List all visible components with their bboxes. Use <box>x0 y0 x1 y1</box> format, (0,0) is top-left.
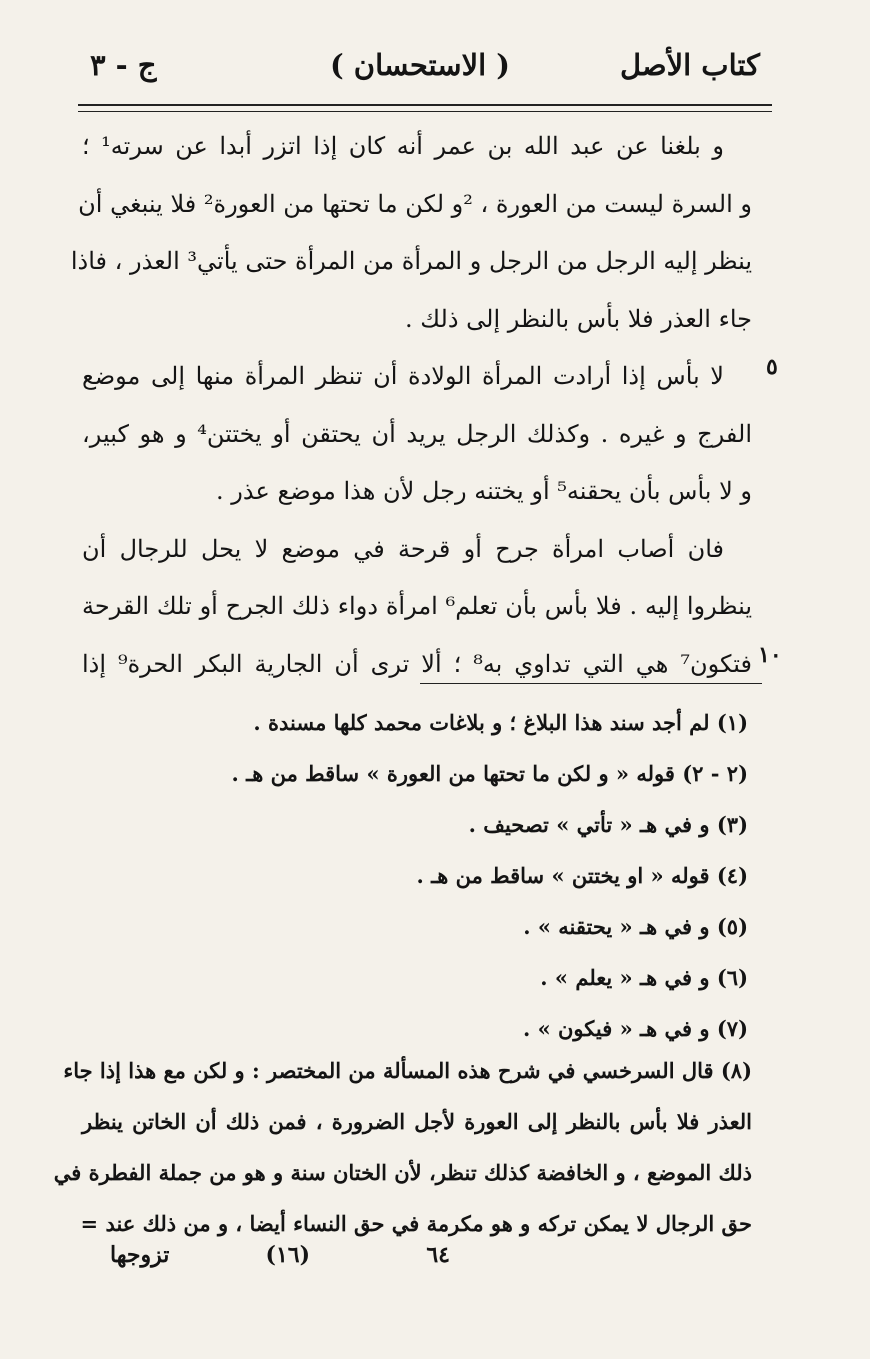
footnote: (٧) و في هـ « فيكون » . <box>522 1016 748 1041</box>
footnote-8 <box>53 1045 752 1249</box>
footnote-line: ذلك الموضع ، و الخافضة كذلك تنظر، لأن الختان سنة و هو من جملة الفطرة في <box>53 1160 752 1185</box>
text-line: و بلغنا عن عبد الله بن عمر أنه كان إذا اتزر أبدا عن سرته¹ ؛ <box>82 132 724 160</box>
header-rule-thick <box>78 104 772 106</box>
footnote: (١) لم أجد سند هذا البلاغ ؛ و بلاغات محمد كلها مسندة . <box>253 710 748 735</box>
footnote: (٣) و في هـ « تأتي » تصحيف . <box>468 812 748 837</box>
volume-number: ج - ٣ <box>90 48 157 82</box>
text-line: فان أصاب امرأة جرح أو قرحة في موضع لا يحل للرجال أن <box>82 534 724 563</box>
footnote: (٦) و في هـ « يعلم » . <box>540 965 748 990</box>
text-line: و السرة ليست من العورة ، ²و لكن ما تحتها من العورة² فلا ينبغي أن <box>78 189 752 218</box>
page-number: ٦٤ <box>426 1242 450 1268</box>
main-text <box>70 118 752 693</box>
line-number-5: ٥ <box>766 354 778 380</box>
text-line: ينظر إليه الرجل من الرجل و المرأة من المرأة حتى يأتي³ العذر ، فاذا <box>70 247 752 275</box>
text-line: فتكون⁷ هي التي تداوي به⁸ ؛ ألا ترى أن الجارية البكر الحرة⁹ إذا <box>82 649 752 678</box>
footnote: (٥) و في هـ « يحتقنه » . <box>523 914 748 939</box>
footnote: (٤) قوله « او يختتن » ساقط من هـ . <box>416 863 748 888</box>
header-rule-thin <box>78 111 772 112</box>
text-line: ينظروا إليه . فلا بأس بأن تعلم⁶ امرأة دواء ذلك الجرح أو تلك القرحة <box>82 592 752 620</box>
footnote: (٢ - ٢) قوله « و لكن ما تحتها من العورة » ساقط من هـ . <box>231 761 748 786</box>
text-line: لا بأس إذا أرادت المرأة الولادة أن تنظر المرأة منها إلى موضع <box>82 362 724 390</box>
running-header <box>80 48 760 98</box>
footnote-separator <box>420 683 762 684</box>
footnote-line: حق الرجال لا يمكن تركه و هو مكرمة في حق النساء أيضا ، و من ذلك عند = <box>80 1211 752 1236</box>
footnote-line: العذر فلا بأس بالنظر إلى العورة لأجل الضرورة ، فمن ذلك أن الخاتن ينظر <box>82 1109 752 1134</box>
chapter-title: ( الاستحسان ) <box>329 48 511 82</box>
text-line: الفرج و غيره . وكذلك الرجل يريد أن يحتقن أو يختتن⁴ و هو كبير، <box>82 419 752 448</box>
signature-mark: (١٦) <box>265 1242 310 1268</box>
text-line: و لا بأس بأن يحقنه⁵ أو يختنه رجل لأن هذا موضع عذر . <box>216 477 752 505</box>
text-line: جاء العذر فلا بأس بالنظر إلى ذلك . <box>405 304 752 333</box>
book-title: كتاب الأصل <box>620 48 760 82</box>
footnote-line: (٨) قال السرخسي في شرح هذه المسألة من المختصر : و لكن مع هذا إذا جاء <box>63 1058 752 1083</box>
line-number-10: ١٠ <box>758 642 782 668</box>
footnotes <box>100 697 748 1054</box>
page-footer <box>110 1242 450 1282</box>
catchword: تزوجها <box>110 1242 170 1268</box>
